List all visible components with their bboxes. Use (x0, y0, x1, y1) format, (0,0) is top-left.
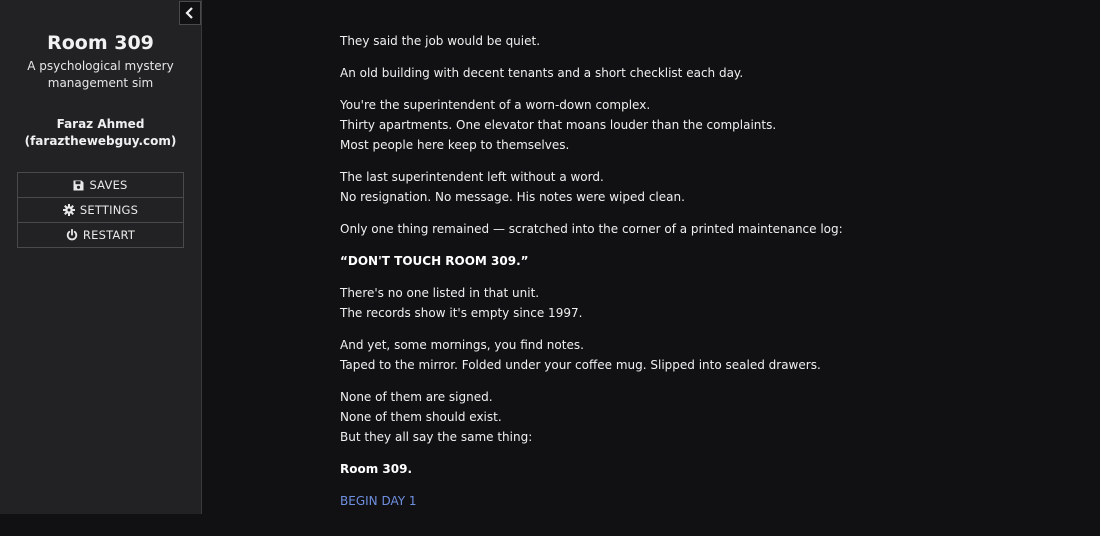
passage-paragraph (340, 459, 1040, 479)
passage-paragraph (340, 491, 1040, 511)
passage-paragraph: An old building with decent tenants and a short checklist each day. (340, 66, 744, 80)
restart-button[interactable] (18, 223, 183, 247)
author-site: (farazthewebguy.com) (24, 134, 177, 148)
power-icon (66, 229, 78, 241)
restart-label: RESTART (82, 228, 136, 242)
author-name: Faraz Ahmed (56, 117, 145, 131)
sidebar-menu (17, 172, 184, 248)
passage-line: The last superintendent left without a word. (340, 170, 604, 184)
story-author (10, 116, 191, 150)
sidebar-toggle-button[interactable] (179, 1, 201, 25)
sidebar (0, 0, 202, 514)
saves-label: SAVES (89, 178, 128, 192)
chevron-left-icon (185, 7, 195, 19)
passage-line: Most people here keep to themselves. (340, 138, 570, 152)
passage-line: None of them should exist. (340, 410, 502, 424)
settings-button[interactable] (18, 198, 183, 223)
passage-line: The records show it's empty since 1997. (340, 306, 583, 320)
warning-text: “DON'T TOUCH ROOM 309.” (340, 254, 529, 268)
gear-icon (63, 204, 75, 216)
saves-button[interactable] (18, 173, 183, 198)
passage-paragraph (340, 387, 1040, 447)
passage-paragraph: They said the job would be quiet. (340, 34, 541, 48)
passage-line: Thirty apartments. One elevator that moans louder than the complaints. (340, 118, 777, 132)
passage-line: You're the superintendent of a worn-down complex. (340, 98, 651, 112)
passage-paragraph (340, 283, 1040, 323)
passage-line: And yet, some mornings, you find notes. (340, 338, 584, 352)
passage-line: There's no one listed in that unit. (340, 286, 540, 300)
begin-day-1-link[interactable]: BEGIN DAY 1 (340, 494, 417, 508)
passage-paragraph (340, 251, 1040, 271)
passage-line: But they all say the same thing: (340, 430, 533, 444)
settings-label: SETTINGS (79, 203, 139, 217)
save-icon (73, 180, 84, 191)
story-passage (340, 31, 1040, 523)
passage-paragraph (340, 335, 1040, 375)
passage-paragraph (340, 167, 1040, 207)
passage-line: None of them are signed. (340, 390, 493, 404)
room-emphasis: Room 309. (340, 462, 413, 476)
passage-line: Taped to the mirror. Folded under your coffee mug. Slipped into sealed drawers. (340, 358, 821, 372)
story-subtitle: A psychological mystery management sim (27, 59, 174, 90)
passage-paragraph: Only one thing remained — scratched into the corner of a printed maintenance log: (340, 222, 843, 236)
story-title: Room 309 (47, 32, 154, 54)
passage-paragraph (340, 95, 1040, 155)
passage-line: No resignation. No message. His notes were wiped clean. (340, 190, 685, 204)
